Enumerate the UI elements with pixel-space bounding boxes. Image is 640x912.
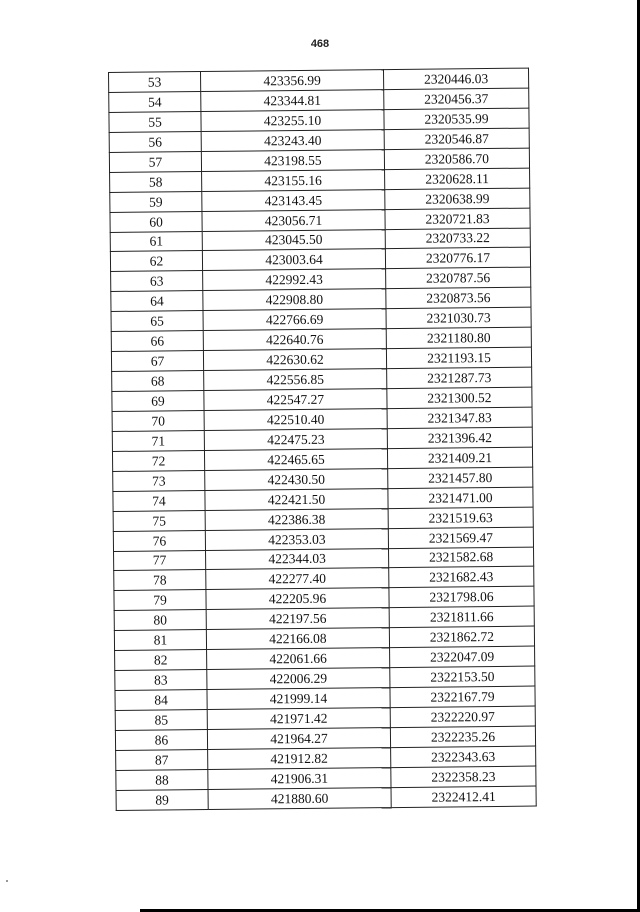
y-coordinate-cell: 2320873.56	[386, 287, 531, 308]
point-number-cell: 53	[109, 72, 201, 93]
x-coordinate-cell: 421971.42	[207, 708, 390, 730]
y-coordinate-cell: 2321471.00	[388, 487, 533, 508]
point-number-cell: 80	[114, 610, 206, 631]
y-coordinate-cell: 2321811.66	[389, 606, 534, 627]
y-coordinate-cell: 2322343.63	[391, 746, 536, 767]
point-number-cell: 60	[110, 211, 202, 232]
y-coordinate-cell: 2321193.15	[386, 347, 531, 368]
x-coordinate-cell: 421964.27	[207, 728, 390, 750]
y-coordinate-cell: 2322153.50	[390, 666, 535, 687]
x-coordinate-cell: 423243.40	[201, 129, 384, 151]
point-number-cell: 68	[112, 371, 204, 392]
point-number-cell: 84	[115, 690, 207, 711]
y-coordinate-cell: 2321180.80	[386, 327, 531, 348]
point-number-cell: 74	[113, 490, 205, 511]
x-coordinate-cell: 423003.64	[202, 249, 385, 271]
point-number-cell: 73	[113, 470, 205, 491]
x-coordinate-cell: 423344.81	[201, 90, 384, 112]
point-number-cell: 71	[112, 430, 204, 451]
x-coordinate-cell: 422421.50	[205, 488, 388, 510]
point-number-cell: 59	[110, 191, 202, 212]
coordinates-table-body	[109, 68, 537, 810]
x-coordinate-cell: 422465.65	[204, 448, 387, 470]
x-coordinate-cell: 423198.55	[201, 149, 384, 171]
x-coordinate-cell: 421880.60	[208, 787, 391, 809]
x-coordinate-cell: 423056.71	[202, 209, 385, 231]
y-coordinate-cell: 2320446.03	[383, 68, 528, 89]
point-number-cell: 75	[113, 510, 205, 531]
y-coordinate-cell: 2320586.70	[384, 148, 529, 169]
point-number-cell: 85	[115, 709, 207, 730]
point-number-cell: 55	[109, 111, 201, 132]
y-coordinate-cell: 2321582.68	[389, 547, 534, 568]
x-coordinate-cell: 422006.29	[207, 668, 390, 690]
y-coordinate-cell: 2321862.72	[389, 626, 534, 647]
point-number-cell: 54	[109, 91, 201, 112]
y-coordinate-cell: 2322235.26	[390, 726, 535, 747]
y-coordinate-cell: 2321682.43	[389, 567, 534, 588]
point-number-cell: 65	[111, 311, 203, 332]
x-coordinate-cell: 421906.31	[208, 767, 391, 789]
point-number-cell: 56	[109, 131, 201, 152]
y-coordinate-cell: 2320776.17	[385, 248, 530, 269]
y-coordinate-cell: 2321287.73	[387, 367, 532, 388]
point-number-cell: 61	[110, 231, 202, 252]
scan-speck	[6, 880, 8, 882]
x-coordinate-cell: 423155.16	[202, 169, 385, 191]
x-coordinate-cell: 422205.96	[206, 588, 389, 610]
x-coordinate-cell: 422547.27	[204, 389, 387, 411]
x-coordinate-cell: 423143.45	[202, 189, 385, 211]
y-coordinate-cell: 2322358.23	[391, 766, 536, 787]
y-coordinate-cell: 2320535.99	[384, 108, 529, 129]
table-row	[116, 786, 536, 810]
point-number-cell: 83	[115, 670, 207, 691]
x-coordinate-cell: 422766.69	[203, 309, 386, 331]
point-number-cell: 66	[111, 331, 203, 352]
point-number-cell: 81	[114, 630, 206, 651]
page-number: 468	[310, 38, 330, 50]
x-coordinate-cell: 422908.80	[203, 289, 386, 311]
point-number-cell: 72	[112, 450, 204, 471]
point-number-cell: 78	[114, 570, 206, 591]
y-coordinate-cell: 2320721.83	[385, 208, 530, 229]
point-number-cell: 63	[111, 271, 203, 292]
x-coordinate-cell: 421912.82	[208, 747, 391, 769]
x-coordinate-cell: 421999.14	[207, 688, 390, 710]
y-coordinate-cell: 2322167.79	[390, 686, 535, 707]
point-number-cell: 76	[113, 530, 205, 551]
x-coordinate-cell: 422640.76	[203, 329, 386, 351]
point-number-cell: 82	[115, 650, 207, 671]
point-number-cell: 89	[116, 789, 208, 810]
point-number-cell: 67	[111, 351, 203, 372]
x-coordinate-cell: 423045.50	[202, 229, 385, 251]
y-coordinate-cell: 2321300.52	[387, 387, 532, 408]
y-coordinate-cell: 2321030.73	[386, 307, 531, 328]
y-coordinate-cell: 2321457.80	[388, 467, 533, 488]
x-coordinate-cell: 422197.56	[206, 608, 389, 630]
point-number-cell: 86	[115, 729, 207, 750]
y-coordinate-cell: 2322220.97	[390, 706, 535, 727]
y-coordinate-cell: 2321396.42	[387, 427, 532, 448]
x-coordinate-cell: 423255.10	[201, 109, 384, 131]
y-coordinate-cell: 2320733.22	[385, 228, 530, 249]
x-coordinate-cell: 422353.03	[205, 528, 388, 550]
y-coordinate-cell: 2321798.06	[389, 586, 534, 607]
y-coordinate-cell: 2320638.99	[385, 188, 530, 209]
x-coordinate-cell: 422386.38	[205, 508, 388, 530]
y-coordinate-cell: 2321409.21	[387, 447, 532, 468]
y-coordinate-cell: 2320456.37	[384, 88, 529, 109]
y-coordinate-cell: 2322412.41	[391, 786, 536, 807]
x-coordinate-cell: 422430.50	[205, 468, 388, 490]
point-number-cell: 69	[112, 391, 204, 412]
x-coordinate-cell: 422277.40	[206, 568, 389, 590]
x-coordinate-cell: 422475.23	[204, 428, 387, 450]
x-coordinate-cell: 422061.66	[207, 648, 390, 670]
point-number-cell: 62	[110, 251, 202, 272]
x-coordinate-cell: 422166.08	[206, 628, 389, 650]
y-coordinate-cell: 2322047.09	[390, 646, 535, 667]
coordinates-table	[108, 68, 537, 811]
y-coordinate-cell: 2320628.11	[385, 168, 530, 189]
point-number-cell: 88	[116, 769, 208, 790]
point-number-cell: 79	[114, 590, 206, 611]
point-number-cell: 58	[110, 171, 202, 192]
y-coordinate-cell: 2320546.87	[384, 128, 529, 149]
x-coordinate-cell: 422992.43	[203, 269, 386, 291]
point-number-cell: 57	[109, 151, 201, 172]
y-coordinate-cell: 2320787.56	[386, 267, 531, 288]
point-number-cell: 70	[112, 410, 204, 431]
point-number-cell: 64	[111, 291, 203, 312]
x-coordinate-cell: 422510.40	[204, 409, 387, 431]
x-coordinate-cell: 423356.99	[201, 70, 384, 92]
point-number-cell: 77	[114, 550, 206, 571]
point-number-cell: 87	[116, 749, 208, 770]
x-coordinate-cell: 422630.62	[203, 349, 386, 371]
y-coordinate-cell: 2321519.63	[388, 507, 533, 528]
x-coordinate-cell: 422344.03	[206, 548, 389, 570]
x-coordinate-cell: 422556.85	[204, 369, 387, 391]
y-coordinate-cell: 2321347.83	[387, 407, 532, 428]
y-coordinate-cell: 2321569.47	[388, 527, 533, 548]
